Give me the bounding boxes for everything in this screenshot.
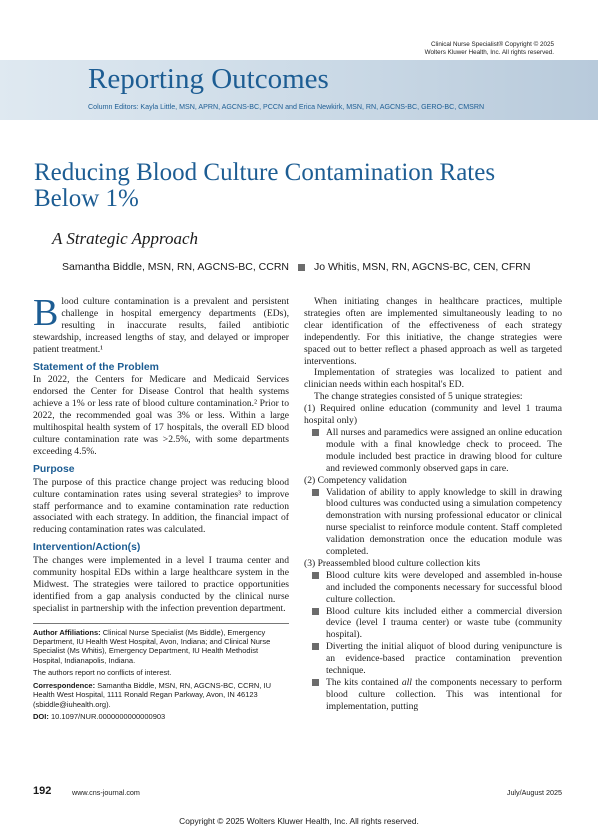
bullet-icon: [312, 643, 319, 650]
right-paragraph-3: The change strategies consisted of 5 unique strategies:: [314, 391, 523, 403]
column-editors: Column Editors: Kayla Little, MSN, APRN, AGCNS-BC, PCCN and Erica Newkirk, MSN, RN, AGCNS-BC, GERO-BC, CMSRN: [88, 103, 485, 111]
left-column: [33, 292, 289, 724]
right-paragraph-1: When initiating changes in healthcare practices, multiple strategies often are implemented simultaneously leading to no clear identification of the effectiveness of each strategy independently. For this initiative, the change strategies were spaced out to better reflect a phased approach as well as targeted interventions.: [304, 296, 562, 367]
affiliations-text: Clinical Nurse Specialist (Ms Biddle), Emergency Department, IU Health West Hospital, Avon, Indiana; and Clinical Nurse Specialist (Ms Whitis), Emergency Department, IU Health Methodist Hospital, Indianapolis, Indiana.: [33, 627, 271, 665]
article-subtitle: A Strategic Approach: [52, 229, 199, 248]
bullet-icon: [312, 489, 319, 496]
author-line: [62, 261, 530, 273]
problem-paragraph: In 2022, the Centers for Medicare and Medicaid Services endorsed the Center for Disease Control that health systems achieve a 1% or less rate of blood culture contamination.² Prior to 2022, the recommended goal was 3% or less. Within a large multihospital health system of 17 hospitals, the overall ED blood culture contamination rate was >2.5%, with some departments exceeding 4.5%.: [33, 374, 289, 457]
strategy-2: (2) Competency validation: [304, 474, 407, 486]
divider: [33, 623, 289, 624]
article-title: Reducing Blood Culture Contamination Rates Below 1%: [34, 159, 496, 212]
strategy-1: (1) Required online education (community and level 1 trauma hospital only): [304, 403, 562, 427]
bullet-icon: [312, 429, 319, 436]
affiliations-label: Author Affiliations:: [33, 627, 101, 637]
list-item: The kits contained all the components necessary to perform blood culture collection. This was intentional for implementation, putting: [312, 677, 562, 713]
intro-text: lood culture contamination is a prevalent and persistent challenge in hospital emergency departments (EDs), resulting in inaccurate results, failed antibiotic stewardship, increased lengths of stay, and delayed or improper patient treatment.¹: [33, 296, 289, 355]
strategy-3: (3) Preassembled blood culture collection kits: [304, 557, 481, 569]
journal-website[interactable]: www.cns-journal.com: [72, 788, 140, 797]
page-number: 192: [33, 785, 52, 797]
list-item: All nurses and paramedics were assigned an online education module with a final knowledge check to proceed. The module included best practice in drawing blood for culture and reviewed commonly observed gaps in care.: [312, 427, 562, 475]
heading-intervention: Intervention/Action(s): [33, 542, 141, 554]
heading-purpose: Purpose: [33, 463, 75, 475]
affiliations: [33, 628, 289, 666]
doi-link[interactable]: 10.1097/NUR.0000000000000903: [50, 711, 166, 721]
right-column: [304, 296, 562, 713]
doi: [33, 712, 289, 721]
correspondence: [33, 681, 289, 709]
purpose-paragraph: The purpose of this practice change project was reducing blood culture contamination rates using several strategies³ to improve staff performance and to examine contamination rate reduction associated with each strategy. In addition, the financial impact of reducing contamination rates was calculated.: [33, 476, 289, 536]
list-item: Diverting the initial aliquot of blood during venipuncture is an evidence-based practice contamination prevention technique.: [312, 641, 562, 677]
author-whitis: Jo Whitis, MSN, RN, AGCNS-BC, CEN, CFRN: [313, 261, 531, 273]
copyright-notice: [425, 41, 554, 57]
section-title: Reporting Outcomes: [88, 63, 329, 95]
copyright-line-2: Wolters Kluwer Health, Inc. All rights reserved.: [424, 49, 554, 56]
correspondence-label: Correspondence:: [33, 680, 96, 690]
intervention-paragraph: The changes were implemented in a level I trauma center and community hospital EDs within a large healthcare system in the Midwest. The strategies were tailored to practice opportunities identified from a gap analysis conducted by the clinical nurse specialist in partnership with the infection prevention department.: [33, 555, 289, 614]
list-item: Blood culture kits included either a commercial diversion device (level I trauma center) or waste tube (community hospital).: [312, 606, 562, 642]
bottom-copyright: Copyright © 2025 Wolters Kluwer Health, Inc. All rights reserved.: [0, 812, 598, 830]
heading-problem: Statement of the Problem: [33, 361, 159, 373]
bullet-icon: [312, 572, 319, 579]
author-info: [33, 628, 289, 722]
conflicts-statement: The authors report no conflicts of interest.: [33, 668, 172, 678]
author-biddle: Samantha Biddle, MSN, RN, AGCNS-BC, CCRN: [62, 261, 289, 273]
doi-label: DOI:: [33, 711, 49, 721]
copyright-line-1: Clinical Nurse Specialist® Copyright © 2025: [430, 41, 554, 48]
bullet-icon: [312, 608, 319, 615]
drop-cap: B: [33, 292, 59, 334]
bullet-icon: [312, 679, 319, 686]
intro-paragraph: [33, 292, 289, 356]
list-item: Blood culture kits were developed and assembled in-house and included the components necessary for successful blood culture collection.: [312, 570, 562, 606]
correspondence-text: Samantha Biddle, MSN, RN, AGCNS-BC, CCRN, IU Health West Hospital, 1111 Ronald Regan Parkway, Avon, IN 46123 (sbiddle@iuhealth.org).: [33, 680, 271, 709]
issue-date: July/August 2025: [506, 788, 562, 797]
list-item: Validation of ability to apply knowledge to skill in drawing blood cultures was conducted using a simulation competency demonstration with nursing professional educator or clinical nurse specialist to reinforce module content. Staff completed validation demonstration once the education module was completed.: [312, 487, 562, 558]
author-separator: [298, 264, 305, 271]
right-paragraph-2: Implementation of strategies was localized to patient and clinician needs within each hospital's ED.: [304, 367, 562, 391]
